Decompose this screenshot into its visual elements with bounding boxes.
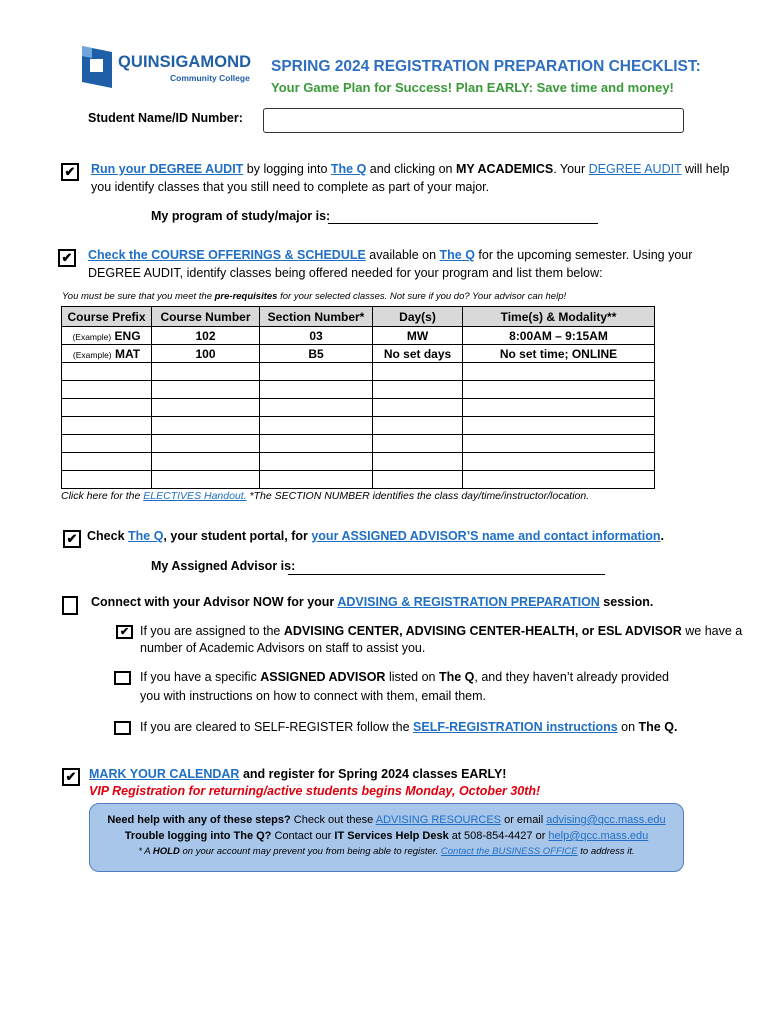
empty-cell[interactable] <box>373 471 463 489</box>
empty-cell[interactable] <box>463 435 655 453</box>
sub1-line2: number of Academic Advisors on staff to assist you. <box>140 641 426 655</box>
empty-cell[interactable] <box>62 417 152 435</box>
business-office-link[interactable]: Contact the BUSINESS OFFICE <box>440 846 578 857</box>
advising-email-link[interactable]: advising@qcc.mass.edu <box>546 814 666 826</box>
time-cell[interactable]: 8:00AM – 9:15AM <box>463 327 655 345</box>
empty-cell[interactable] <box>463 363 655 381</box>
step2-checkbox[interactable]: ✔ <box>58 249 76 267</box>
number-cell[interactable]: 102 <box>152 327 260 345</box>
my-academics-text: MY ACADEMICS <box>455 162 554 176</box>
empty-cell[interactable] <box>260 471 373 489</box>
sub2-checkbox[interactable] <box>114 671 131 685</box>
electives-handout-link[interactable]: ELECTIVES Handout. <box>143 490 247 502</box>
empty-cell[interactable] <box>152 417 260 435</box>
course-offerings-link[interactable]: Check the COURSE OFFERINGS & SCHEDULE <box>88 248 366 262</box>
empty-cell[interactable] <box>62 471 152 489</box>
step4-text: session. <box>599 595 654 609</box>
self-registration-link[interactable]: SELF-REGISTRATION instructions <box>413 720 618 734</box>
empty-cell[interactable] <box>152 381 260 399</box>
sub2-bold: ASSIGNED ADVISOR <box>260 670 386 684</box>
sub2-text: , and they haven’t already provided <box>474 670 669 684</box>
mark-calendar-link[interactable]: MARK YOUR CALENDAR <box>89 767 240 781</box>
help-line-3 <box>90 844 683 860</box>
empty-cell[interactable] <box>152 453 260 471</box>
the-q-link-3[interactable]: The Q <box>128 529 164 543</box>
table-row-empty <box>62 381 655 399</box>
empty-cell[interactable] <box>373 381 463 399</box>
step1-line2: you identify classes that you still need to complete as part of your major. <box>91 180 490 194</box>
empty-cell[interactable] <box>260 453 373 471</box>
sub1-text: we have a <box>681 624 743 638</box>
step1-text: will help <box>681 162 730 176</box>
time-cell[interactable]: No set time; ONLINE <box>463 345 655 363</box>
step1-text: and clicking on <box>366 162 456 176</box>
empty-cell[interactable] <box>373 417 463 435</box>
assigned-advisor-link[interactable]: your ASSIGNED ADVISOR’S name and contact information <box>311 529 661 543</box>
course-table <box>61 306 655 489</box>
help-text: Need help with any of these steps? <box>107 814 291 826</box>
empty-cell[interactable] <box>260 363 373 381</box>
sub2-line1 <box>140 670 669 684</box>
table-footer <box>61 490 589 502</box>
step3-text: Check <box>87 529 128 543</box>
sub2-bold: The Q <box>438 670 475 684</box>
column-header: Course Prefix <box>62 307 152 327</box>
student-name-field[interactable] <box>263 108 684 133</box>
sub2-line2: you with instructions on how to connect with them, email them. <box>140 689 486 703</box>
help-box <box>89 803 684 872</box>
help-text: to address it. <box>577 846 635 857</box>
advisor-field[interactable] <box>288 561 605 575</box>
empty-cell[interactable] <box>463 453 655 471</box>
table-header-row <box>62 307 655 327</box>
prefix-cell[interactable] <box>62 327 152 345</box>
sub2-text: listed on <box>385 670 439 684</box>
page-title: SPRING 2024 REGISTRATION PREPARATION CHECKLIST: <box>271 58 701 75</box>
sub3-text: on <box>617 720 639 734</box>
degree-audit-link-2[interactable]: DEGREE AUDIT <box>588 162 682 176</box>
degree-audit-link[interactable]: Run your DEGREE AUDIT <box>91 162 244 176</box>
help-text: on your account may prevent you from being able to register. <box>179 846 441 857</box>
help-text: HOLD <box>152 846 180 857</box>
advising-resources-link[interactable]: ADVISING RESOURCES <box>375 814 502 826</box>
empty-cell[interactable] <box>260 417 373 435</box>
advisor-label: My Assigned Advisor is: <box>151 559 296 573</box>
sub1-bold: ADVISING CENTER, ADVISING CENTER-HEALTH, or ESL ADVISOR <box>283 624 682 638</box>
the-q-link-2[interactable]: The Q <box>439 248 475 262</box>
table-row <box>62 327 655 345</box>
empty-cell[interactable] <box>373 435 463 453</box>
prefix-value: ENG <box>114 328 141 343</box>
step5-line1 <box>89 767 506 781</box>
column-header: Time(s) & Modality** <box>463 307 655 327</box>
empty-cell[interactable] <box>62 453 152 471</box>
empty-cell[interactable] <box>62 399 152 417</box>
program-field[interactable] <box>328 210 598 224</box>
step1-line1 <box>91 162 729 176</box>
prereq-note-text: You must be sure that you meet the <box>62 291 215 302</box>
empty-cell[interactable] <box>260 399 373 417</box>
number-cell[interactable]: 100 <box>152 345 260 363</box>
step5-text: and register for Spring 2024 classes EARLY! <box>239 767 507 781</box>
step3-line1 <box>87 529 664 543</box>
days-cell[interactable]: No set days <box>373 345 463 363</box>
empty-cell[interactable] <box>152 363 260 381</box>
empty-cell[interactable] <box>152 399 260 417</box>
column-header: Section Number* <box>260 307 373 327</box>
step1-text: by logging into <box>243 162 331 176</box>
step4-checkbox[interactable] <box>62 596 78 615</box>
empty-cell[interactable] <box>62 435 152 453</box>
empty-cell[interactable] <box>152 435 260 453</box>
help-text: or email <box>501 814 547 826</box>
step3-checkbox[interactable]: ✔ <box>63 530 81 548</box>
step1-checkbox[interactable]: ✔ <box>61 163 79 181</box>
section-cell[interactable]: 03 <box>260 327 373 345</box>
program-label: My program of study/major is: <box>151 209 331 223</box>
column-header: Day(s) <box>373 307 463 327</box>
step2-text: available on <box>365 248 440 262</box>
table-footer-text: *The SECTION NUMBER identifies the class day/time/instructor/location. <box>246 490 590 502</box>
empty-cell[interactable] <box>463 417 655 435</box>
step3-text: , your student portal, for <box>163 529 312 543</box>
step2-line2: DEGREE AUDIT, identify classes being offered needed for your program and list them below: <box>88 266 603 280</box>
empty-cell[interactable] <box>260 381 373 399</box>
prereq-note-text: for your selected classes. Not sure if you do? Your advisor can help! <box>277 291 567 302</box>
empty-cell[interactable] <box>152 471 260 489</box>
step5-checkbox[interactable]: ✔ <box>62 768 80 786</box>
help-text: at 508-854-4427 or <box>448 830 549 842</box>
advising-registration-link[interactable]: ADVISING & REGISTRATION PREPARATION <box>337 595 600 609</box>
empty-cell[interactable] <box>373 363 463 381</box>
prefix-cell[interactable] <box>62 345 152 363</box>
empty-cell[interactable] <box>373 399 463 417</box>
sub3-text: If you are cleared to SELF-REGISTER follow the <box>140 720 414 734</box>
the-q-link[interactable]: The Q <box>330 162 367 176</box>
student-name-label: Student Name/ID Number: <box>88 111 243 125</box>
prereq-note-bold: pre-requisites <box>214 291 278 302</box>
college-logo-icon <box>82 46 112 88</box>
help-text: Trouble logging into The Q? <box>124 830 272 842</box>
sub1-line1 <box>140 624 742 638</box>
empty-cell[interactable] <box>373 453 463 471</box>
sub1-checkbox[interactable]: ✔ <box>116 625 133 639</box>
empty-cell[interactable] <box>463 399 655 417</box>
empty-cell[interactable] <box>463 471 655 489</box>
prereq-note <box>62 291 566 302</box>
days-cell[interactable]: MW <box>373 327 463 345</box>
sub3-line1 <box>140 720 677 734</box>
step2-text: for the upcoming semester. Using your <box>474 248 693 262</box>
help-text: IT Services Help Desk <box>334 830 449 842</box>
section-cell[interactable]: B5 <box>260 345 373 363</box>
prefix-value: MAT <box>114 346 141 361</box>
step1-text: . Your <box>553 162 589 176</box>
table-row-empty <box>62 471 655 489</box>
help-line-2 <box>90 828 683 844</box>
logo-subtitle: Community College <box>170 73 250 83</box>
step3-text: . <box>660 529 664 543</box>
table-row-empty <box>62 363 655 381</box>
empty-cell[interactable] <box>463 381 655 399</box>
example-tag: (Example) <box>72 331 112 342</box>
logo-name: QUINSIGAMOND <box>118 53 252 71</box>
table-row-empty <box>62 417 655 435</box>
table-row-empty <box>62 435 655 453</box>
help-line-1 <box>90 812 683 828</box>
sub2-text: If you have a specific <box>140 670 261 684</box>
help-text: * A <box>138 846 153 857</box>
help-text: Check out these <box>290 814 376 826</box>
help-email-link[interactable]: help@qcc.mass.edu <box>548 830 649 842</box>
step4-text: Connect with your Advisor NOW for your <box>91 595 338 609</box>
table-row-empty <box>62 399 655 417</box>
sub1-text: If you are assigned to the <box>140 624 284 638</box>
table-row-empty <box>62 453 655 471</box>
step2-line1 <box>88 248 692 262</box>
table-row <box>62 345 655 363</box>
sub3-bold: The Q. <box>638 720 678 734</box>
sub3-checkbox[interactable] <box>114 721 131 735</box>
help-text: Contact our <box>271 830 335 842</box>
step4-line1 <box>91 595 653 609</box>
vip-registration-note: VIP Registration for returning/active students begins Monday, October 30th! <box>89 784 541 798</box>
empty-cell[interactable] <box>260 435 373 453</box>
column-header: Course Number <box>152 307 260 327</box>
empty-cell[interactable] <box>62 381 152 399</box>
empty-cell[interactable] <box>62 363 152 381</box>
page-subtitle: Your Game Plan for Success! Plan EARLY: Save time and money! <box>271 80 674 95</box>
example-tag: (Example) <box>72 349 112 360</box>
table-footer-text: Click here for the <box>61 490 144 502</box>
